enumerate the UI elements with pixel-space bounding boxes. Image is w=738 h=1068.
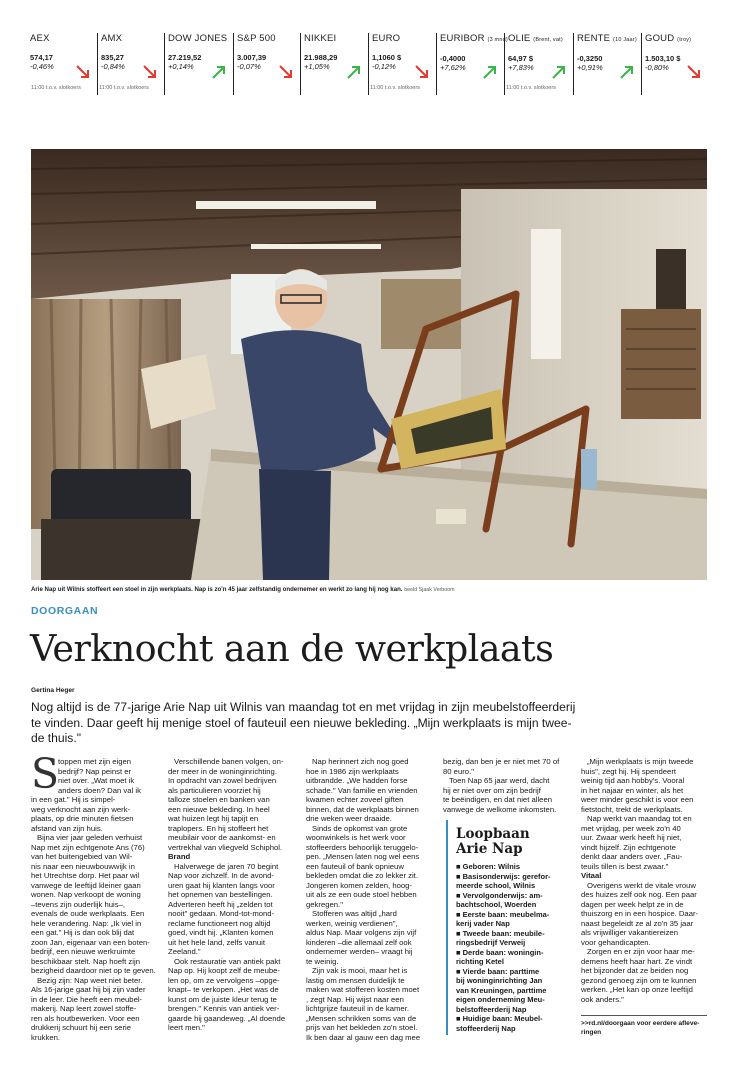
text-line: Nap werkt van maandag tot en <box>587 814 692 823</box>
text-line: zoon Jan, eigenaar van een boten- <box>31 937 150 947</box>
career-line: ■ Vierde baan: parttime <box>456 966 540 976</box>
text-line: Halverwege de jaren 70 begint <box>174 861 279 871</box>
box-title-line: Loopbaan <box>456 826 530 842</box>
text-line: nooit" gedaan. Mond-tot-mond- <box>168 909 275 918</box>
text-line: talloze stoelen en banken van <box>168 795 270 804</box>
text-line: vertrekhal van vliegveld Schiphol. <box>168 842 283 852</box>
text-line: Ik ben daar al gauw een dag mee <box>306 1032 421 1042</box>
paragraph <box>168 957 285 1033</box>
author-byline: Gertina Heger <box>31 687 75 694</box>
career-item <box>456 1014 551 1033</box>
text-line: dagen per week helpt ze in de <box>581 899 684 909</box>
text-line: makerij. Nap leert zowel stoffe- <box>31 1004 137 1013</box>
career-line: ■ Tweede baan: meubile- <box>456 928 545 938</box>
text-line: fietstocht, trekt de werkplaats. <box>581 804 683 814</box>
ticker-label: DOW JONES <box>168 33 228 44</box>
text-line: huis", zegt hij. Hij spendeert <box>581 766 677 776</box>
text-line: goed, vindt hij. „Klanten komen <box>168 928 274 937</box>
paragraph <box>306 966 420 1042</box>
link-line: >>rd.nl/doorgaan voor eerdere afleve- <box>581 1020 700 1027</box>
text-line: bekleden omdat die zo lekker zit. <box>306 871 418 880</box>
text-line: len op, om ze vervolgens –opge- <box>168 975 280 985</box>
text-line: „Mijn werkplaats is mijn tweede <box>587 757 694 766</box>
text-line: stoffeerders behoorlijk teruggelo- <box>306 842 419 852</box>
ticker-name <box>577 33 641 46</box>
text-line: ren als houtbewerken. Voor een <box>31 1013 140 1023</box>
ticker-change: +0,14% <box>168 62 194 71</box>
text-line: uren gaat hij klanten langs voor <box>168 880 275 890</box>
ticker-item <box>368 33 436 95</box>
career-line: kerij vader Nap <box>456 919 510 928</box>
ticker-label: RENTE <box>577 33 611 44</box>
ticker-value: 1,1060 $ <box>372 53 402 62</box>
text-line: weinig tijd aan hobby's. Vooral <box>581 776 685 785</box>
ticker-label: EURIBOR <box>440 33 485 44</box>
arrow-down-icon <box>414 64 430 80</box>
paragraph <box>306 909 420 966</box>
photo-caption <box>31 586 455 593</box>
ticker-value: 21.988,29 <box>304 53 338 62</box>
text-line: in het najaar en winter, als het <box>581 785 684 795</box>
text-line: hij er niet over om zijn bedrijf <box>443 785 541 795</box>
career-line: eigen onderneming Meu- <box>456 995 545 1004</box>
text-line: des huizes zelf ook nog. Een paar <box>581 890 697 899</box>
career-line: ■ Derde baan: woningin- <box>456 947 544 957</box>
ticker-note: 11:00 t.o.v. slotkoers <box>31 85 81 91</box>
text-line: uit het hele land, zelfs vanuit <box>168 937 266 947</box>
career-line: ■ Geboren: Wilnis <box>456 862 521 871</box>
ticker-change: +7,83% <box>508 63 534 72</box>
text-line: naast begeleidt ze al zo'n 35 jaar <box>581 918 694 928</box>
text-line: te beëindigen, en dat niet alleen <box>443 795 552 804</box>
ticker-name <box>372 33 436 45</box>
ticker-item <box>164 33 233 95</box>
arrow-down-icon <box>278 64 294 80</box>
text-line: bezigheid daardoor niet op te geven. <box>31 966 156 975</box>
section-kicker: DOORGAAN <box>31 605 99 617</box>
career-item <box>456 929 551 948</box>
text-line: evenals de oude werkplaats. Een <box>31 909 145 918</box>
text-line: toppen met zijn eigen <box>58 757 132 766</box>
intro-paragraph <box>31 700 707 747</box>
intro-line: de thuis." <box>31 731 82 745</box>
subhead: Vitaal <box>581 871 602 880</box>
text-line: hele verandering. Nap: „Ik viel in <box>31 918 142 928</box>
text-line: knapt– te verkopen. „Het was de <box>168 985 279 994</box>
ticker-change: +0,91% <box>577 63 603 72</box>
arrow-down-icon <box>142 64 158 80</box>
text-line: plaats, op drie minuten fietsen <box>31 814 134 823</box>
text-line: Zijn vak is mooi, maar het is <box>312 966 408 975</box>
ticker-change: -0,80% <box>645 63 669 72</box>
arrow-up-icon <box>211 64 227 80</box>
text-line: met vrijdag, per week zo'n 40 <box>581 823 681 833</box>
text-line: in de leer. Die heeft een meubel- <box>31 994 143 1004</box>
text-line: Nap herinnert zich nog goed <box>312 757 409 766</box>
text-line: Zeeland." <box>168 947 201 956</box>
career-line: richting Ketel <box>456 957 504 966</box>
column-3 <box>306 757 420 1042</box>
text-line: lastig om mensen duidelijk te <box>306 975 405 985</box>
text-line: te weinig. <box>306 956 339 966</box>
career-item <box>456 891 551 910</box>
arrow-up-icon <box>551 64 567 80</box>
arrow-up-icon <box>619 64 635 80</box>
text-line: maken wat stofferen kosten moet <box>306 985 420 994</box>
ticker-change: +1,05% <box>304 62 330 71</box>
text-line: kunst om de juiste kleur terug te <box>168 994 277 1004</box>
ticker-sub: (troy) <box>677 37 692 43</box>
text-line: gezond genoeg zijn om te kunnen <box>581 975 697 985</box>
text-line: Jongeren komen zelden, hoog- <box>306 880 412 890</box>
text-line: traplopers. En hij stoffeert het <box>168 823 269 833</box>
text-line: beschikbaar stelt. Nap hoeft zijn <box>31 956 140 966</box>
headline: Verknocht aan de werkplaats <box>30 627 554 670</box>
ticker-name <box>30 33 97 45</box>
text-line: Nap met zijn echtgenote Ans (76) <box>31 842 145 852</box>
text-line: woonwinkels is het werk voor <box>306 833 406 842</box>
text-line: nis naar een nieuwbouwwijk in <box>31 861 135 871</box>
text-line: werken, weinig verdienen", <box>306 918 398 928</box>
text-line: kinderen –die allemaal zelf ook <box>306 937 412 947</box>
ticker-label: AEX <box>30 33 50 44</box>
career-line: bachtschool, Woerden <box>456 900 537 909</box>
text-line: werken. „Het kan op onze leeftijd <box>581 985 693 994</box>
text-line: het opnemen van bestellingen. <box>168 890 273 899</box>
ticker-label: AMX <box>101 33 123 44</box>
text-line: Bijna vier jaar geleden verhuist <box>37 833 143 842</box>
text-line: weg verknocht aan zijn werk- <box>31 804 131 814</box>
workshop-illustration <box>31 149 707 580</box>
text-line: drukkerij schuurt hij een serie <box>31 1023 131 1032</box>
text-line: denkt daar anders over. „Fau- <box>581 852 683 861</box>
text-line: prijs van het bekleden zo'n stoel. <box>306 1023 418 1032</box>
career-line: ■ Basisonderwijs: gerefor- <box>456 871 551 881</box>
intro-line: te vinden. Daar geeft hij menige stoel of fauteuil een nieuwe bekleding. „Mijn werkplaats is mijn twee- <box>31 715 572 730</box>
ticker-value: -0,4000 <box>440 54 466 63</box>
subhead: Brand <box>168 852 191 861</box>
text-line: In opdracht van zowel bedrijven <box>168 776 277 785</box>
ticker-item <box>641 33 708 95</box>
intro-line: Nog altijd is de 77-jarige Arie Nap uit Wilnis van maandag tot en met vrijdag in zijn meubelstoffeerderij <box>31 700 576 714</box>
career-line: bij woninginrichting Jan <box>456 976 543 985</box>
text-line: anders doen? Dan val ik <box>58 785 141 795</box>
career-line: meerde school, Wilnis <box>456 881 536 890</box>
text-line: binnen, dat de werkplaats binnen <box>306 804 419 814</box>
ticker-item <box>233 33 300 95</box>
paragraph <box>31 976 156 1043</box>
column-4 <box>443 757 559 814</box>
career-line: ringsbedrijf Verweij <box>456 938 526 947</box>
paragraph <box>168 862 285 957</box>
text-line: Nap op. Hij koopt zelf de meube- <box>168 966 280 975</box>
text-line: Ook restauratie van antiek pakt <box>174 956 281 966</box>
text-line: Als 16-jarige gaat hij bij zijn vader <box>31 985 146 994</box>
text-line: krukken. <box>31 1032 61 1042</box>
text-line: vindt hijzelf. Zijn echtgenote <box>581 842 676 852</box>
text-line: bezig, dan ben je er niet met 70 of <box>443 757 560 766</box>
text-line: een fauteuil of bank opnieuw <box>306 861 404 871</box>
market-ticker <box>30 33 708 97</box>
text-line: Adverteren heeft hij „zelden tot <box>168 899 273 909</box>
career-line: stoffeerderij Nap <box>456 1023 516 1033</box>
text-line: hoe in 1986 zijn werkplaats <box>306 766 399 776</box>
text-line: leert men." <box>168 1023 205 1032</box>
text-line: Nap voor zichzelf. In de avond- <box>168 871 274 880</box>
text-line: een gat." Hij is dan ook blij dat <box>31 928 135 937</box>
ticker-label: EURO <box>372 33 401 44</box>
ticker-name <box>508 33 573 46</box>
text-line: 80 euro." <box>443 766 474 776</box>
arrow-up-icon <box>482 64 498 80</box>
box-title-line: Arie Nap <box>456 841 523 857</box>
column-5 <box>581 757 698 1004</box>
text-line: niet over. „Wat moet ik <box>58 776 135 785</box>
text-line: pen. „Mensen laten nog wel eens <box>306 852 420 861</box>
text-line: ondernemer werden– vraagt hij <box>306 947 413 956</box>
text-line: der meer in de woninginrichting. <box>168 766 277 776</box>
text-line: –tevens zijn ouderlijk huis–, <box>31 899 126 909</box>
ticker-note: 11:00 t.o.v. slotkoers <box>506 85 556 91</box>
paragraph <box>581 814 698 871</box>
caption-text: Arie Nap uit Wilnis stoffeert een stoel in zijn werkplaats. Nap is zo'n 45 jaar zelfstandig ondernemer en werkt zo lang hij nog kan. <box>31 586 403 593</box>
career-item <box>456 910 551 929</box>
ticker-name <box>645 33 708 46</box>
text-line: meubilair voor de aankomst- en <box>168 833 276 842</box>
paragraph <box>581 757 698 814</box>
ticker-value: -0,3250 <box>577 54 603 63</box>
text-line: als vrijwilliger vakantiereizen <box>581 928 678 937</box>
text-line: Toen Nap 65 jaar werd, dacht <box>449 776 550 785</box>
text-line: als particulieren voorziet hij <box>168 785 261 795</box>
career-line: ■ Vervolgonderwijs: am- <box>456 890 543 900</box>
paragraph <box>581 947 698 1004</box>
text-line: wonen. Nap verkoopt de woning <box>31 890 141 899</box>
text-line: ook anders." <box>581 994 624 1004</box>
ticker-label: NIKKEI <box>304 33 337 44</box>
paragraph <box>443 757 559 776</box>
ticker-change: +7,62% <box>440 63 466 72</box>
text-line: afstand van zijn huis. <box>31 823 103 833</box>
paragraph <box>31 833 156 976</box>
ticker-note: 11:00 t.o.v. slotkoers <box>370 85 420 91</box>
ticker-value: 574,17 <box>30 53 53 62</box>
text-line: Stofferen was altijd „hard <box>312 909 397 918</box>
ticker-change: -0,12% <box>372 62 396 71</box>
photo-credit: beeld Sjaak Verboom <box>404 587 455 593</box>
text-line: bedrijf, een nieuwe werkruimte <box>31 947 136 956</box>
text-line: uitbrandde. „We hadden forse <box>306 776 408 785</box>
ticker-item <box>504 33 573 95</box>
text-line: vanwege de welkome inkomsten. <box>443 804 557 814</box>
text-line: Zorgen en er zijn voor haar me- <box>587 947 695 956</box>
text-line: brengen." Kennis van antiek ver- <box>168 1004 280 1013</box>
career-item <box>456 862 551 872</box>
text-line: demens heeft haar hart. Ze vindt <box>581 956 693 966</box>
arrow-down-icon <box>686 64 702 80</box>
career-box <box>446 820 574 1035</box>
drop-cap: S <box>31 750 60 798</box>
ticker-item <box>300 33 368 95</box>
ticker-change: -0,07% <box>237 62 261 71</box>
text-line: vanwege de leeftijd kleiner gaan <box>31 880 141 890</box>
text-line: uit als ze een oude stoel hebben <box>306 890 417 899</box>
paragraph <box>168 757 285 852</box>
ticker-item <box>436 33 508 95</box>
text-line: weer minder geschikt is voor een <box>581 795 694 804</box>
text-line: uur. Zwaar werk heeft hij niet, <box>581 833 682 842</box>
ticker-value: 3.007,39 <box>237 53 267 62</box>
ticker-item <box>97 33 164 95</box>
career-box-title <box>456 827 530 857</box>
text-line: bedrijf? Nap peinst er <box>58 766 132 776</box>
text-line: van het buitengebied van Wil- <box>31 852 133 861</box>
ticker-item <box>30 33 97 95</box>
career-line: van Kreuningen, parttime <box>456 985 547 995</box>
career-item <box>456 967 551 1015</box>
paragraph <box>306 824 420 910</box>
ticker-note: 11:00 t.o.v. slotkoers <box>99 85 149 91</box>
text-line: aldus Nap. Maar volgens zijn vijf <box>306 928 417 937</box>
ticker-name <box>168 33 233 45</box>
text-line: schade." Van familie en vrienden <box>306 785 418 795</box>
text-line: voor gehandicapten. <box>581 937 651 947</box>
ticker-sub: (Brent, vat) <box>533 37 563 43</box>
more-episodes-link[interactable] <box>581 1015 707 1037</box>
text-line: een nieuwe bekleding. In heel <box>168 804 270 814</box>
ticker-change: -0,46% <box>30 62 54 71</box>
text-line: in een gat." Hij is simpel- <box>31 795 116 804</box>
ticker-sub: (3 mnd) <box>487 37 508 43</box>
career-line: ■ Eerste baan: meubelma- <box>456 909 550 919</box>
text-line: reclame functioneert nog altijd <box>168 918 271 928</box>
text-line: drie weken weer draaide. <box>306 814 392 823</box>
career-list <box>456 862 551 1033</box>
arrow-up-icon <box>346 64 362 80</box>
ticker-label: GOUD <box>645 33 675 44</box>
ticker-name <box>101 33 164 45</box>
ticker-value: 64,97 $ <box>508 54 534 63</box>
ticker-value: 1.503,10 $ <box>645 54 681 63</box>
link-line: ringen <box>581 1029 602 1036</box>
text-line: Overigens werkt de vitale vrouw <box>587 880 696 890</box>
ticker-sub: (10 Jaar) <box>613 37 637 43</box>
column-2 <box>168 757 285 1033</box>
ticker-name <box>237 33 300 45</box>
workshop-photo <box>31 149 707 580</box>
ticker-value: 835,27 <box>101 53 124 62</box>
text-line: Bezig zijn: Nap weet niet beter. <box>37 975 143 985</box>
ticker-name <box>440 33 508 46</box>
arrow-down-icon <box>75 64 91 80</box>
paragraph <box>581 881 698 948</box>
ticker-label: OLIE <box>508 33 531 44</box>
text-line: teuils tillen is best zwaar." <box>581 861 669 871</box>
text-line: kwamen echter zoveel giften <box>306 795 404 804</box>
ticker-change: -0,84% <box>101 62 125 71</box>
text-line: gekregen." <box>306 899 343 909</box>
paragraph <box>443 776 559 814</box>
text-line: thuiszorg en in een hospice. Daar- <box>581 909 699 918</box>
career-item <box>456 872 551 891</box>
text-line: Verschillende banen volgen, on- <box>174 757 284 766</box>
career-line: belstoffeerderij Nap <box>456 1004 527 1014</box>
text-line: wat huizen legt hij tapijt en <box>168 814 259 823</box>
text-line: lichtgrijze fauteuil in de kamer. <box>306 1004 409 1013</box>
ticker-label: S&P 500 <box>237 33 276 44</box>
text-line: „Mensen schrikken soms van de <box>306 1013 417 1023</box>
ticker-item <box>573 33 641 95</box>
career-item <box>456 948 551 967</box>
text-line: Sinds de opkomst van grote <box>312 823 408 833</box>
text-line: gaarde hij gaandeweg. „Al doende <box>168 1013 286 1023</box>
career-line: ■ Huidige baan: Meubel- <box>456 1014 543 1023</box>
text-line: , zegt Nap. Hij wijst naar een <box>306 994 404 1004</box>
text-line: het bijzonder dat ze beiden nog <box>581 966 689 975</box>
ticker-name <box>304 33 368 45</box>
paragraph <box>306 757 420 824</box>
column-1 <box>31 750 156 1042</box>
text-line: het Utrechtse dorp. Het paar wil <box>31 871 140 880</box>
ticker-value: 27.219,52 <box>168 53 202 62</box>
